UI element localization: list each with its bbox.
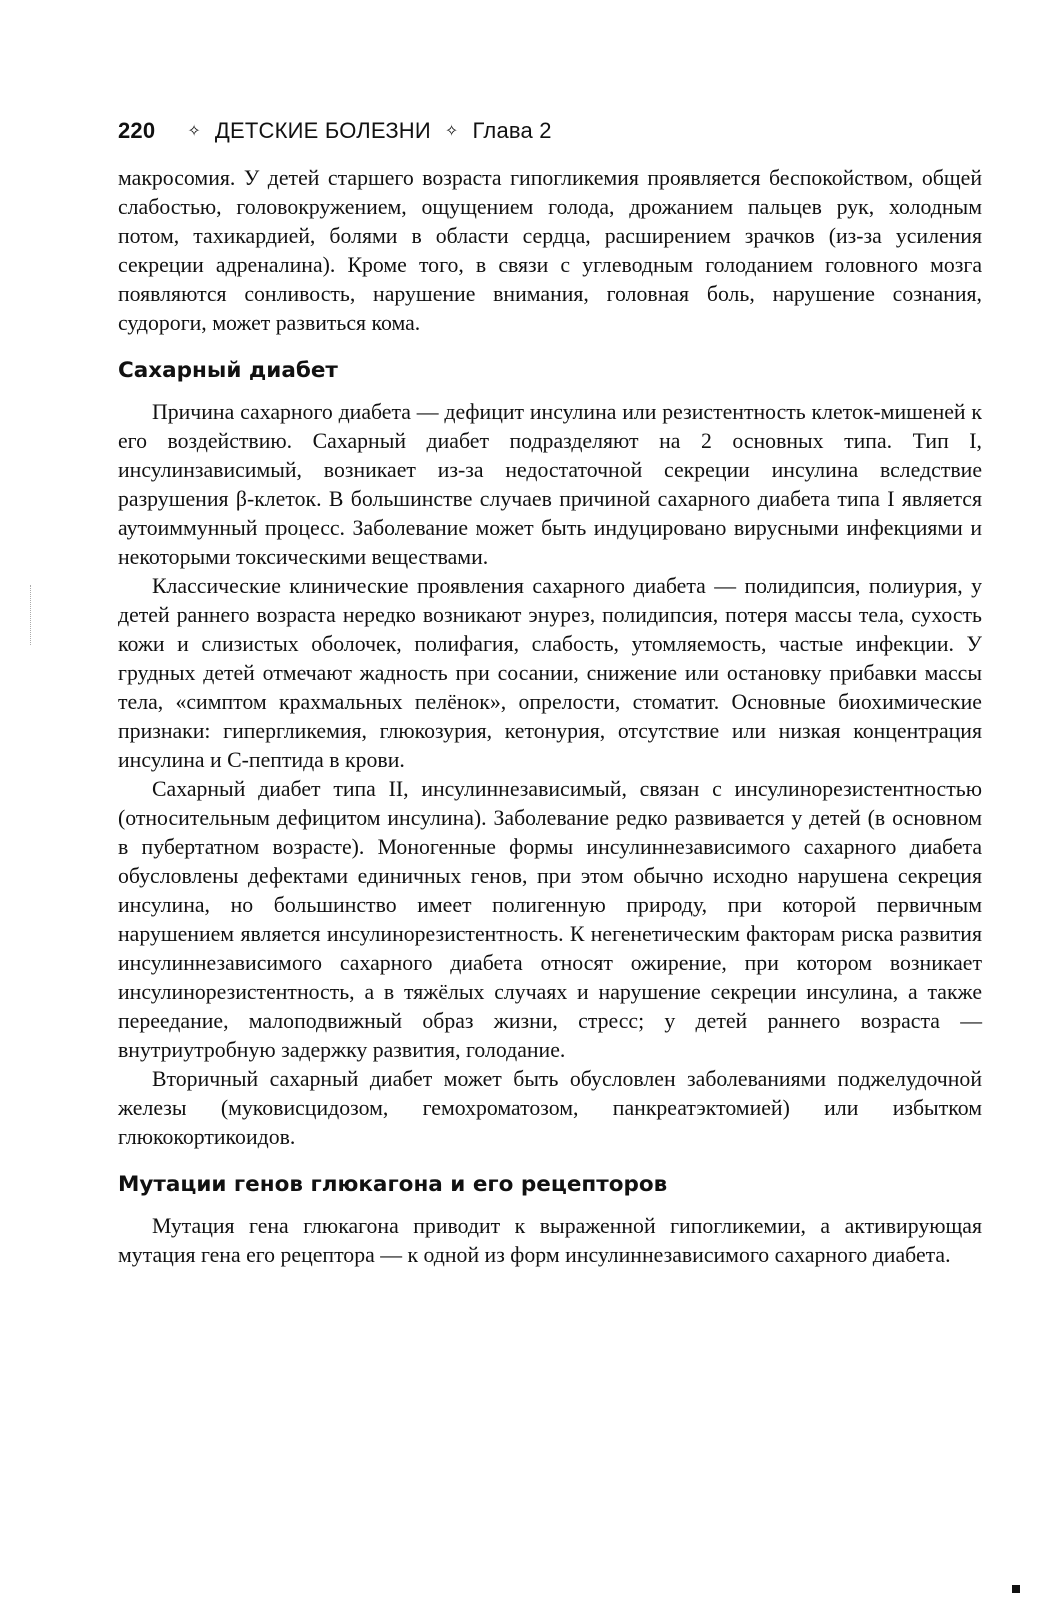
corner-scan-mark [1012, 1585, 1020, 1593]
paragraph: Причина сахарного диабета — дефицит инсулина или резистентность клеток-мишеней к его воздействию. Сахарный диабет подразделяют на 2 основных типа. Тип I, инсулинзависимый, возникает из-за недостаточной секреции инсулина вследствие разрушения β-клеток. В большинстве случаев причиной сахарного диабета типа I является аутоиммунный процесс. Заболевание может быть индуцировано вирусными инфекциями и некоторыми токсическими веществами. [118, 400, 982, 570]
running-head [118, 118, 982, 144]
chapter-label: Глава 2 [472, 118, 552, 143]
paragraph: Мутация гена глюкагона приводит к выраженной гипогликемии, а активирующая мутация гена его рецептора — к одной из форм инсулиннезависимого сахарного диабета. [118, 1213, 982, 1267]
paragraph: Вторичный сахарный диабет может быть обусловлен заболеваниями поджелудочной железы (муковисцидозом, гемохроматозом, панкреатэктомией) или избытком глюкокортикоидов. [118, 1067, 982, 1150]
intro-paragraph: макросомия. У детей старшего возраста гипогликемия проявляется беспокойством, общей слабостью, головокружением, ощущением голода, дрожанием пальцев рук, холодным потом, тахикардией, болями в области сердца, расширением зрачков (из-за усиления секреции адреналина). Кроме того, в связи с углеводным голоданием головного мозга появляются сонливость, нарушение внимания, головная боль, нарушение сознания, судороги, может развиться кома. [118, 166, 982, 336]
margin-scan-marks [30, 585, 35, 645]
diamond-ornament-icon: ✧ [187, 123, 201, 140]
page-number: 220 [118, 118, 156, 143]
section-heading-glucagon: Мутации генов глюкагона и его рецепторов [118, 1172, 668, 1198]
book-page [118, 118, 982, 1270]
diamond-ornament-icon: ✧ [444, 123, 459, 140]
book-title: ДЕТСКИЕ БОЛЕЗНИ [214, 118, 431, 143]
paragraph: Классические клинические проявления сахарного диабета — полидипсия, полиурия, у детей раннего возраста нередко возникают энурез, полидипсия, потеря массы тела, сухость кожи и слизистых оболочек, полифагия, слабость, утомляемость, частые инфекции. У грудных детей отмечают жадность при сосании, снижение или остановку прибавки массы тела, «симптом крахмальных пелёнок», опрелости, стоматит. Основные биохимические признаки: гипергликемия, глюкозурия, кетонурия, отсутствие или низкая концентрация инсулина и С-пептида в крови. [118, 574, 982, 773]
paragraph: Сахарный диабет типа II, инсулиннезависимый, связан с инсулинорезистентностью (относительным дефицитом инсулина). Заболевание редко развивается у детей (в основном в пубертатном возрасте). Моногенные формы инсулиннезависимого сахарного диабета обусловлены дефектами единичных генов, при этом обычно исходно нарушена секреция инсулина, но большинство имеет полигенную природу, при которой первичным нарушением является инсулинорезистентность. К негенетическим факторам риска развития инсулиннезависимого сахарного диабета относят ожирение, при котором возникает инсулинорезистентность, а в тяжёлых случаях и нарушение секреции инсулина, а также переедание, малоподвижный образ жизни, стресс; у детей раннего возраста — внутриутробную задержку развития, голодание. [118, 777, 982, 1063]
section-heading-diabetes: Сахарный диабет [118, 358, 338, 384]
